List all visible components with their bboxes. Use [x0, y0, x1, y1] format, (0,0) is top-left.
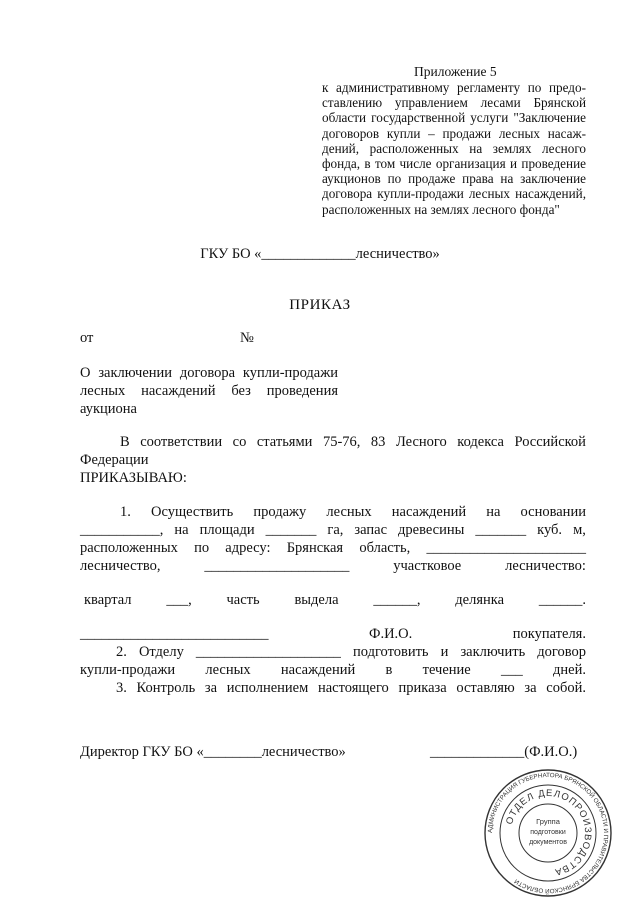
stamp-center-line: подготовки — [530, 829, 566, 836]
text-word: ___, — [166, 592, 192, 608]
office-stamp — [483, 768, 613, 898]
text-word: квартал — [84, 592, 132, 608]
director-signature: Директор ГКУ БО «________лесничество» — [80, 744, 346, 760]
text-word: на — [174, 522, 189, 538]
appendix-line: ставлению управлением лесами Брянской — [322, 95, 586, 111]
text-word: расположенных — [80, 540, 178, 556]
appendix-line: расположенных на землях лесного фонда" — [322, 201, 560, 217]
text-word: ___________, — [80, 522, 164, 538]
text-word: ____________________ — [204, 558, 350, 574]
text-word: Отделу — [138, 644, 184, 660]
text-word: со — [232, 434, 247, 450]
text-word: _______ — [475, 522, 527, 538]
text-word: Контроль — [136, 680, 196, 696]
text-word: запас — [354, 522, 388, 538]
appendix-line: договоров купли – продажи лесных насаж- — [322, 125, 586, 141]
text-word: участковое — [393, 558, 462, 574]
text-word: ______. — [538, 592, 586, 608]
item-1-line — [80, 522, 586, 539]
text-word: оставляю — [456, 680, 515, 696]
text-word: ______, — [373, 592, 421, 608]
text-word: 3. — [116, 680, 127, 696]
text-word: В — [120, 434, 130, 450]
text-word: покупателя. — [512, 626, 586, 642]
text-word: купли-продажи — [80, 662, 176, 678]
text-word: продажу — [253, 504, 307, 520]
item-1-line — [84, 592, 586, 609]
text-word: Российской — [514, 434, 586, 450]
appendix-line: фонда, в том числе организация и проведение — [322, 156, 586, 172]
text-word: древесины — [398, 522, 465, 538]
text-word: ___ — [501, 662, 523, 678]
fio-signature: _____________(Ф.И.О.) — [430, 744, 578, 760]
text-word: статьями — [256, 434, 313, 450]
text-word: за — [524, 680, 537, 696]
text-word: приказа — [398, 680, 447, 696]
text-word: лесных — [205, 662, 251, 678]
text-word: делянка — [455, 592, 505, 608]
stamp-inner-text: ОТДЕЛ ДЕЛОПРОИЗВОДСТВА — [504, 787, 594, 878]
text-word: заключить — [460, 644, 526, 660]
text-word: на — [486, 504, 501, 520]
text-word: кодекса — [457, 434, 504, 450]
text-word: насаждений — [280, 662, 356, 678]
text-word: течение — [422, 662, 471, 678]
text-word: лесничество: — [505, 558, 586, 574]
subject-line: аукциона — [80, 401, 137, 417]
text-word: и — [440, 644, 449, 660]
item-1-line — [80, 626, 586, 643]
stamp-center-line: Группа — [536, 817, 560, 826]
document-title: ПРИКАЗ — [289, 297, 351, 313]
stamp-outer-text: АДМИНИСТРАЦИЯ ГУБЕРНАТОРА БРЯНСКОЙ ОБЛАСТИ И ПРАВИТЕЛЬСТВА БРЯНСКОЙ ОБЛАСТИ — [486, 771, 610, 895]
text-word: исполнением — [226, 680, 309, 696]
text-word: насаждений — [391, 504, 467, 520]
item-2-line — [80, 662, 586, 679]
text-word: 2. — [116, 644, 127, 660]
appendix-title: Приложение 5 — [414, 64, 497, 79]
basis-line — [120, 434, 586, 451]
text-word: в — [385, 662, 393, 678]
item-1-line — [80, 540, 586, 557]
basis-line-end: Федерации — [80, 452, 149, 468]
order-subject — [80, 364, 338, 418]
appendix-line: к административному регламенту по предо- — [322, 80, 586, 95]
number-label: № — [240, 330, 254, 346]
text-word: 75-76, — [322, 434, 361, 450]
subject-line: О заключении договора купли-продажи — [80, 365, 338, 381]
appendix-line: области государственной услуги "Заключение — [322, 110, 586, 126]
text-word: основании — [520, 504, 586, 520]
text-word: 83 — [370, 434, 386, 450]
item-1-line — [120, 504, 586, 521]
text-word: Осуществить — [150, 504, 234, 520]
stamp-center-line: документов — [529, 839, 567, 846]
text-word: лесных — [326, 504, 372, 520]
item-1-line — [80, 558, 586, 575]
text-word: за — [204, 680, 218, 696]
text-word: куб. — [537, 522, 563, 538]
text-word: Ф.И.О. — [368, 626, 413, 642]
organization-line: ГКУ БО «_____________лесничество» — [200, 246, 440, 262]
text-word: соответствии — [140, 434, 223, 450]
text-word: собой. — [546, 680, 586, 696]
text-word: договор — [537, 644, 586, 660]
appendix-line: договора купли-продажи лесных насаждений, — [322, 186, 586, 202]
text-word: ____________________ — [195, 644, 341, 660]
text-word: Лесного — [395, 434, 447, 450]
text-word: ______________________ — [426, 540, 586, 556]
appendix-line: дений, расположенных на землях лесного — [322, 140, 586, 156]
text-word: м, — [573, 522, 586, 538]
text-word: га, — [327, 522, 344, 538]
text-word: _______ — [265, 522, 317, 538]
text-word: 1. — [120, 504, 131, 520]
text-word: выдела — [294, 592, 339, 608]
item-2-line — [116, 644, 586, 661]
text-word: настоящего — [317, 680, 389, 696]
text-word: лесничество, — [80, 558, 161, 574]
text-word: часть — [226, 592, 260, 608]
appendix-text — [322, 80, 586, 217]
date-label: от — [80, 330, 94, 346]
text-word: адресу: — [225, 540, 271, 556]
appendix-line: аукционов по продаже права на заключение — [322, 171, 586, 187]
text-word: по — [194, 540, 210, 556]
text-word: дней. — [553, 662, 586, 678]
subject-line: лесных насаждений без проведения — [80, 383, 338, 399]
item-3-line — [116, 680, 586, 697]
order-word: ПРИКАЗЫВАЮ: — [80, 470, 187, 486]
text-word: подготовить — [352, 644, 429, 660]
text-word: область, — [359, 540, 411, 556]
text-word: __________________________ — [80, 626, 269, 642]
text-word: площади — [199, 522, 255, 538]
text-word: Брянская — [286, 540, 344, 556]
